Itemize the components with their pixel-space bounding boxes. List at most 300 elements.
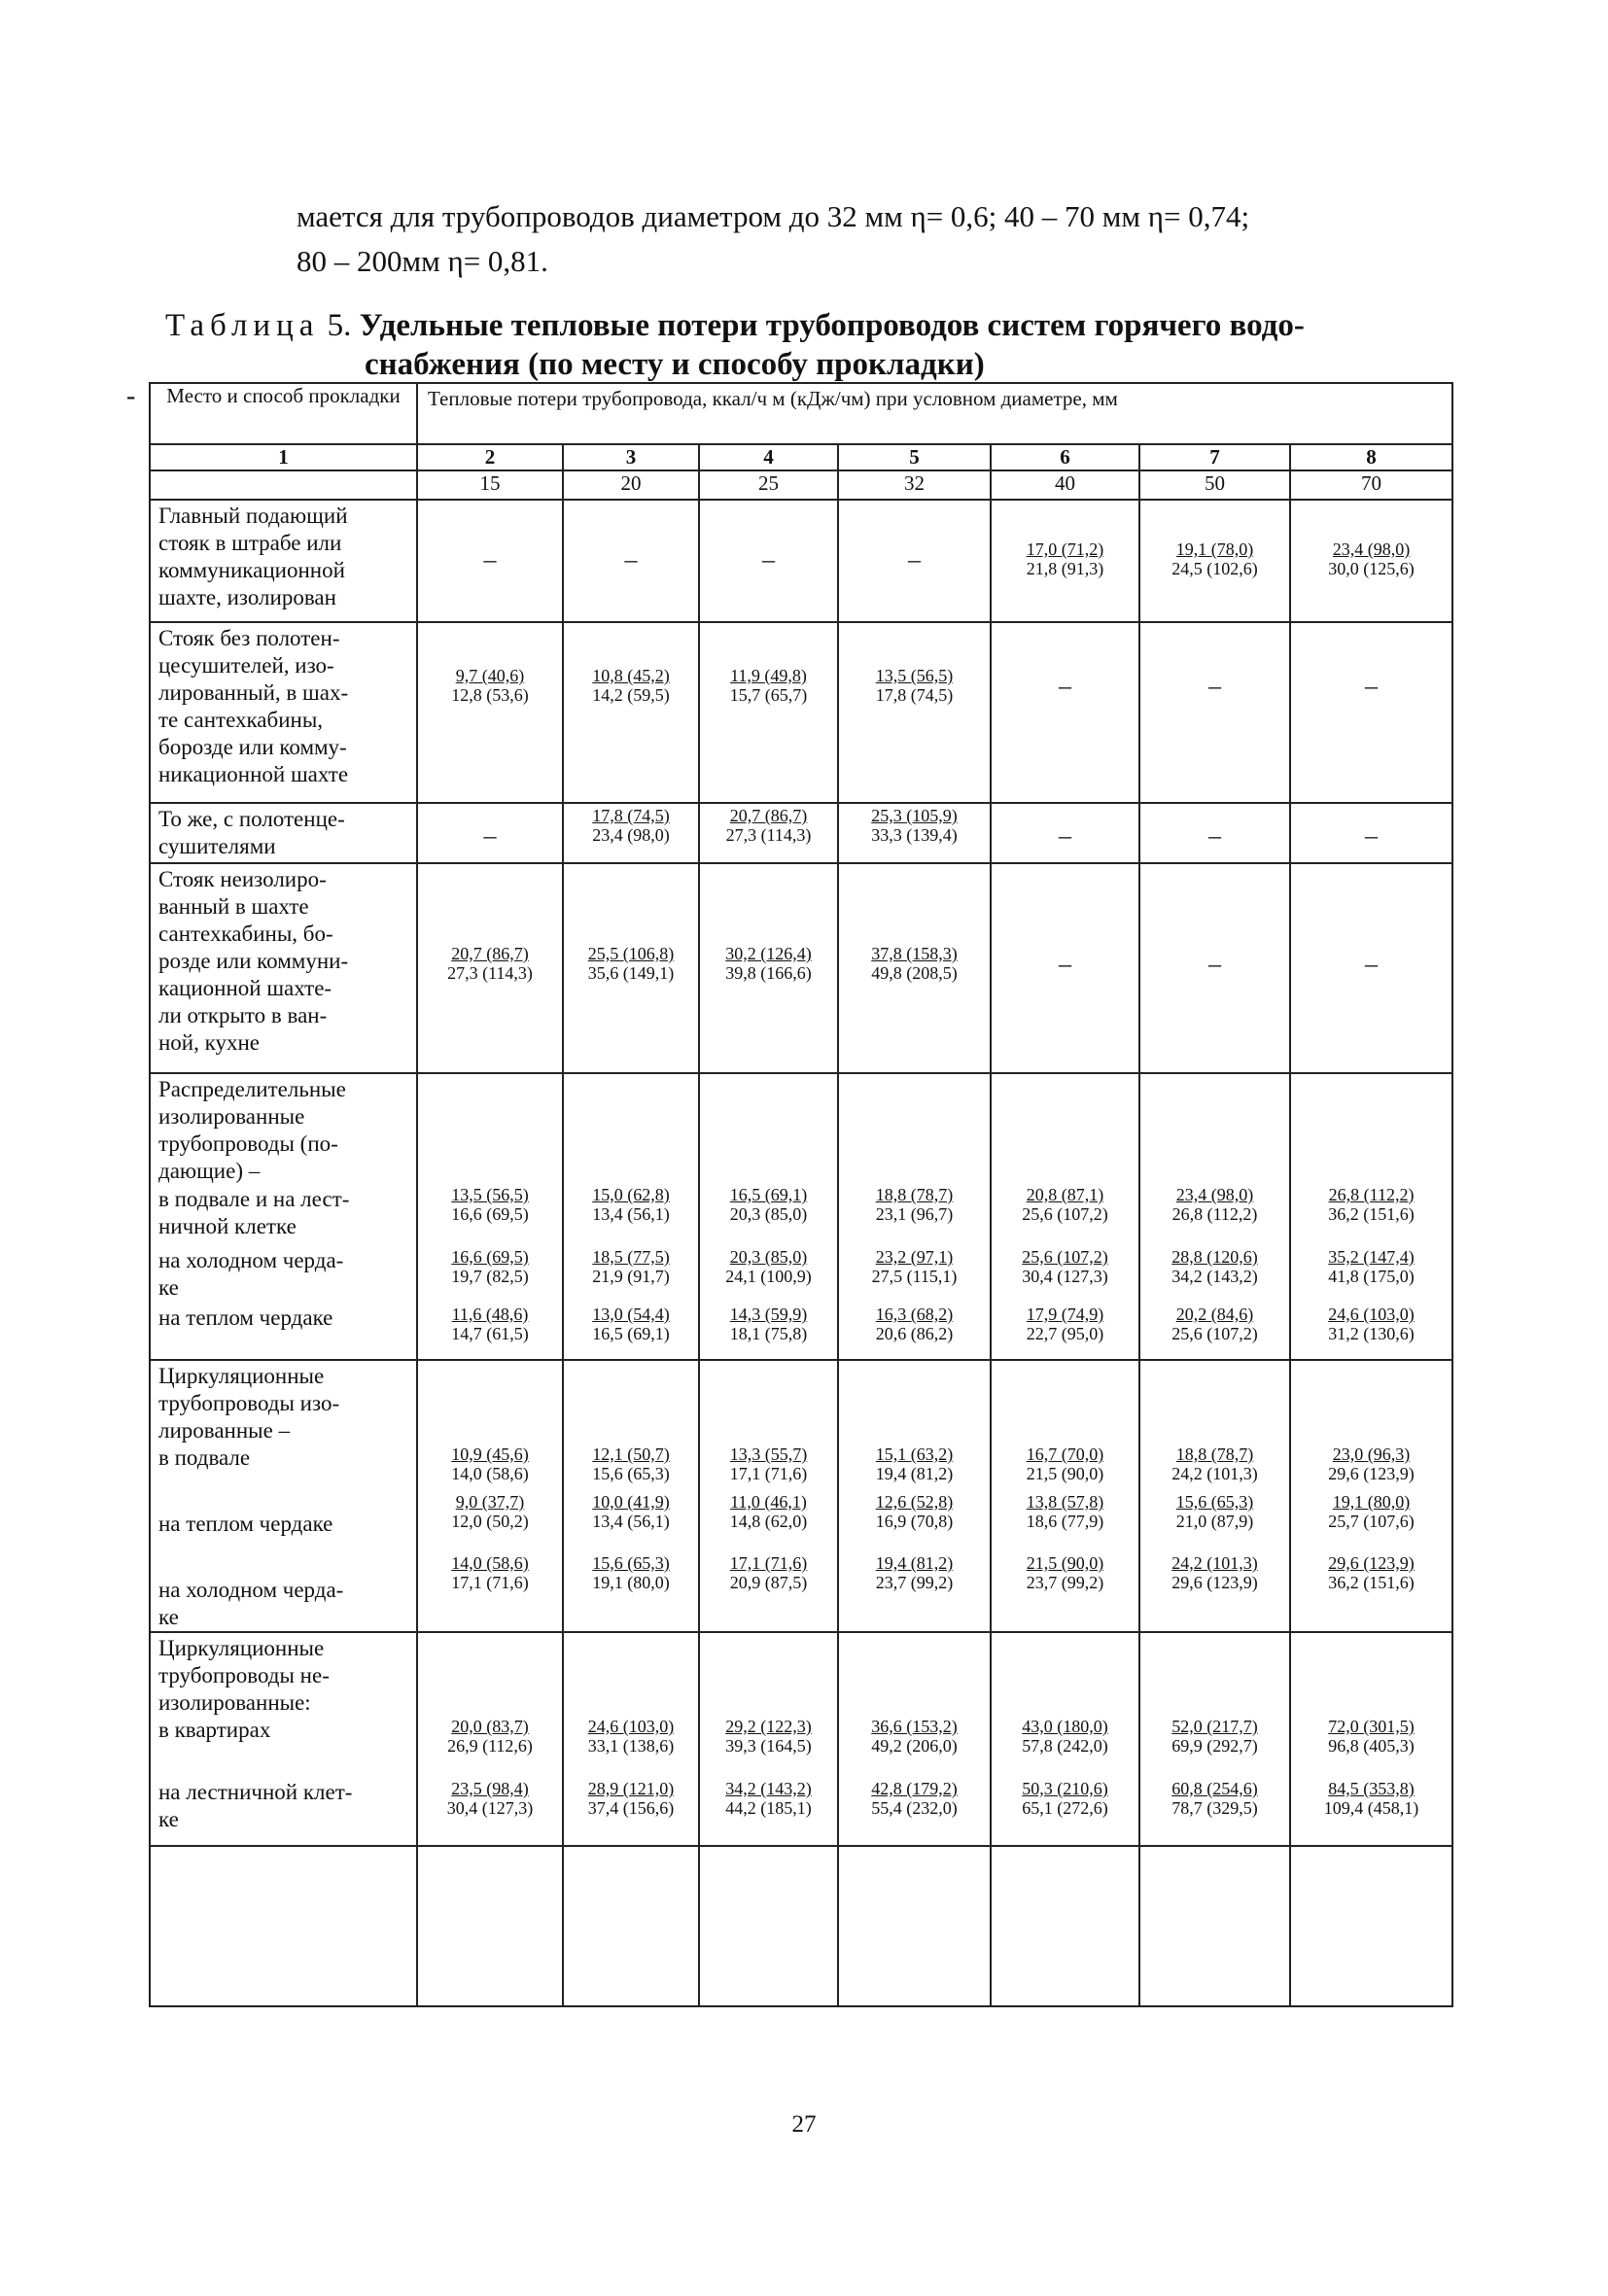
row-label-line: шахте, изолирован: [158, 585, 336, 609]
value-cell: [1290, 803, 1452, 863]
value-kj: 25,6 (107,2): [1171, 1324, 1258, 1343]
heat-loss-value: [1291, 1553, 1451, 1592]
table-row: [150, 863, 1452, 1073]
value-kcal: 15,0 (62,8): [592, 1185, 670, 1204]
value-kcal: 43,0 (180,0): [1022, 1717, 1108, 1736]
intro-paragraph: [297, 194, 1346, 284]
value-kj: 30,4 (127,3): [1022, 1267, 1108, 1286]
row-label-line: Циркуляционные: [158, 1636, 325, 1660]
value-kj: 17,8 (74,5): [875, 685, 954, 705]
value-kcal: 23,0 (96,3): [1332, 1444, 1411, 1464]
value-kj: 19,1 (80,0): [592, 1573, 670, 1592]
row-label-line: ничной клетке: [158, 1214, 297, 1238]
value-kcal: 19,1 (80,0): [1332, 1492, 1411, 1512]
value-cell: [1290, 1632, 1452, 1846]
value-cell: [1139, 863, 1290, 1073]
heat-loss-value: [564, 1185, 698, 1224]
value-kcal: 11,6 (48,6): [451, 1305, 529, 1324]
row-label-line: на холодном черда-: [158, 1248, 344, 1272]
heat-loss-value: [992, 1247, 1138, 1286]
dash-mark: –: [1208, 672, 1221, 700]
value-kj: 55,4 (232,0): [871, 1798, 958, 1818]
table-row: [150, 622, 1452, 803]
heat-loss-value: [418, 666, 562, 705]
value-kcal: 16,5 (69,1): [729, 1185, 808, 1204]
heat-loss-value: [1140, 1444, 1289, 1483]
empty-cell: [417, 1846, 563, 2006]
row-label-line: Циркуляционные: [158, 1364, 325, 1388]
heat-loss-value: [418, 1553, 562, 1592]
heat-loss-value: [700, 1185, 837, 1224]
diameter-row: [150, 470, 1452, 500]
value-cell: [838, 803, 991, 863]
diameter-value: 25: [699, 470, 838, 500]
value-kj: 35,6 (149,1): [587, 963, 675, 983]
value-cell: [417, 1632, 563, 1846]
row-label: [150, 1632, 417, 1846]
empty-cell: [150, 1846, 417, 2006]
value-kcal: 25,6 (107,2): [1022, 1247, 1108, 1267]
value-kj: 26,9 (112,6): [447, 1736, 533, 1756]
value-cell: [699, 803, 838, 863]
value-kj: 14,7 (61,5): [451, 1324, 529, 1343]
heat-loss-value: [564, 1553, 698, 1592]
empty-cell: [563, 1846, 699, 2006]
value-cell: [1139, 500, 1290, 622]
row-label-line: изолированные: [158, 1104, 305, 1129]
row-label-line: сушителями: [158, 834, 276, 858]
value-cell: [838, 500, 991, 622]
value-kcal: 20,7 (86,7): [729, 806, 808, 825]
value-cell: [991, 1360, 1139, 1632]
value-kcal: 19,4 (81,2): [875, 1553, 954, 1573]
heat-loss-value: [700, 1444, 837, 1483]
heat-loss-value: [992, 1185, 1138, 1224]
value-kcal: 13,8 (57,8): [1026, 1492, 1104, 1512]
row-label-line: на лестничной клет-: [158, 1780, 353, 1804]
heat-loss-value: [992, 1444, 1138, 1483]
heat-loss-value: [564, 944, 698, 983]
row-label: [150, 500, 417, 622]
value-cell: [563, 1632, 699, 1846]
row-label-line: никационной шахте: [158, 762, 349, 786]
heat-loss-value: [1140, 1492, 1289, 1531]
value-kj: 33,1 (138,6): [587, 1736, 675, 1756]
value-kcal: 20,0 (83,7): [451, 1717, 529, 1736]
value-kcal: 23,4 (98,0): [1175, 1185, 1254, 1204]
heat-loss-value: [564, 1305, 698, 1343]
value-cell: [1139, 803, 1290, 863]
value-cell: [417, 863, 563, 1073]
value-kcal: 20,2 (84,6): [1175, 1305, 1254, 1324]
value-kcal: 12,1 (50,7): [592, 1444, 670, 1464]
row-label-line: ванный в шахте: [158, 894, 309, 919]
value-kj: 22,7 (95,0): [1026, 1324, 1104, 1343]
value-cell: [991, 500, 1139, 622]
value-cell: [417, 1073, 563, 1360]
value-kj: 15,6 (65,3): [592, 1464, 670, 1483]
row-label-line: цесушителей, изо-: [158, 653, 334, 678]
heat-loss-value: [1291, 1779, 1451, 1818]
heat-loss-value: [564, 806, 698, 845]
value-cell: [563, 500, 699, 622]
value-kcal: 14,3 (59,9): [729, 1305, 808, 1324]
value-kcal: 15,1 (63,2): [875, 1444, 954, 1464]
value-kcal: 18,5 (77,5): [592, 1247, 670, 1267]
value-kcal: 60,8 (254,6): [1171, 1779, 1258, 1798]
table-row: [150, 803, 1452, 863]
heat-loss-value: [992, 1305, 1138, 1343]
row-label-line: То же, с полотенце-: [158, 807, 345, 831]
value-kcal: 11,0 (46,1): [730, 1492, 807, 1512]
col-number: 7: [1139, 444, 1290, 470]
value-kj: 15,7 (65,7): [729, 685, 808, 705]
value-kcal: 18,8 (78,7): [1175, 1444, 1254, 1464]
caption-label: Таблица: [165, 308, 320, 343]
heat-loss-value: [839, 1185, 990, 1224]
value-kcal: 13,0 (54,4): [592, 1305, 670, 1324]
sub-row-label: [158, 1186, 349, 1240]
row-label-line: изолированные:: [158, 1690, 311, 1715]
row-label-line: трубопроводы (по-: [158, 1131, 338, 1156]
value-kj: 14,8 (62,0): [729, 1512, 808, 1531]
heat-loss-value: [418, 1247, 562, 1286]
value-cell: [417, 1360, 563, 1632]
row-label: [150, 622, 417, 803]
value-kcal: 72,0 (301,5): [1328, 1717, 1415, 1736]
value-kj: 33,3 (139,4): [871, 825, 958, 845]
heat-loss-value: [418, 944, 562, 983]
value-kcal: 9,7 (40,6): [455, 666, 525, 685]
value-cell: [1139, 622, 1290, 803]
value-kj: 23,1 (96,7): [875, 1204, 954, 1224]
value-kcal: 11,9 (49,8): [730, 666, 807, 685]
value-kcal: 24,6 (103,0): [1328, 1305, 1415, 1324]
value-cell: [1290, 500, 1452, 622]
heat-loss-value: [992, 1717, 1138, 1756]
value-kcal: 50,3 (210,6): [1022, 1779, 1108, 1798]
value-kj: 25,7 (107,6): [1328, 1512, 1415, 1531]
value-kcal: 23,5 (98,4): [451, 1779, 529, 1798]
value-cell: [1290, 1073, 1452, 1360]
empty-cell: [991, 1846, 1139, 2006]
value-kj: 27,3 (114,3): [725, 825, 812, 845]
value-cell: [563, 803, 699, 863]
heat-loss-value: [418, 1779, 562, 1818]
value-kj: 24,5 (102,6): [1171, 559, 1258, 578]
value-cell: [699, 1632, 838, 1846]
empty-cell: [838, 1846, 991, 2006]
empty-cell: [1139, 1846, 1290, 2006]
row-label-line: Стояк без полотен-: [158, 626, 340, 650]
value-kcal: 36,6 (153,2): [871, 1717, 958, 1736]
value-cell: [699, 1073, 838, 1360]
value-cell: [838, 1073, 991, 1360]
value-cell: [417, 803, 563, 863]
value-kj: 36,2 (151,6): [1328, 1204, 1415, 1224]
heat-loss-value: [700, 806, 837, 845]
value-kcal: 10,0 (41,9): [592, 1492, 670, 1512]
table-caption: [165, 306, 1458, 384]
value-cell: [838, 1360, 991, 1632]
value-kcal: 30,2 (126,4): [725, 944, 812, 963]
value-kj: 31,2 (130,6): [1328, 1324, 1415, 1343]
value-kj: 78,7 (329,5): [1171, 1798, 1258, 1818]
heat-loss-value: [1291, 539, 1451, 578]
col-number: 4: [699, 444, 838, 470]
row-label-line: ли открыто в ван-: [158, 1003, 328, 1027]
col-number: 3: [563, 444, 699, 470]
row-label-line: трубопроводы не-: [158, 1663, 330, 1687]
sub-row-label: [158, 1577, 343, 1631]
value-kcal: 29,6 (123,9): [1328, 1553, 1415, 1573]
diameter-value: 70: [1290, 470, 1452, 500]
row-label-line: лированные –: [158, 1418, 291, 1443]
row-label-line: в квартирах: [158, 1718, 271, 1742]
value-kcal: 13,5 (56,5): [875, 666, 954, 685]
value-kj: 21,0 (87,9): [1175, 1512, 1254, 1531]
heat-loss-value: [564, 1717, 698, 1756]
value-kj: 25,6 (107,2): [1022, 1204, 1108, 1224]
row-label-line: в подвале: [158, 1445, 251, 1470]
dash-mark: –: [483, 821, 497, 850]
value-kj: 21,9 (91,7): [592, 1267, 670, 1286]
value-kj: 36,2 (151,6): [1328, 1573, 1415, 1592]
heat-loss-value: [992, 1779, 1138, 1818]
value-cell: [991, 1073, 1139, 1360]
value-kcal: 84,5 (353,8): [1328, 1779, 1415, 1798]
caption-title-line-1: Удельные тепловые потери трубопроводов систем горячего водо-: [359, 308, 1305, 343]
value-kj: 41,8 (175,0): [1328, 1267, 1415, 1286]
heat-loss-value: [700, 666, 837, 705]
value-cell: [699, 863, 838, 1073]
value-kcal: 14,0 (58,6): [451, 1553, 529, 1573]
heat-loss-value: [839, 1553, 990, 1592]
value-cell: [563, 622, 699, 803]
heat-loss-value: [1291, 1185, 1451, 1224]
dash-mark: –: [1059, 821, 1071, 850]
heat-loss-value: [839, 1247, 990, 1286]
row-label-line: Стояк неизолиро-: [158, 867, 327, 891]
row-label-line: Главный подающий: [158, 504, 348, 528]
value-kcal: 24,2 (101,3): [1171, 1553, 1258, 1573]
heat-loss-value: [992, 1492, 1138, 1531]
dash-mark: –: [483, 545, 497, 574]
row-label-line: ке: [158, 1807, 179, 1831]
value-kj: 14,0 (58,6): [451, 1464, 529, 1483]
value-kj: 17,1 (71,6): [451, 1573, 529, 1592]
row-label-line: на холодном черда-: [158, 1578, 344, 1602]
value-kcal: 35,2 (147,4): [1328, 1247, 1415, 1267]
row-label-line: дающие) –: [158, 1159, 261, 1183]
value-kj: 21,8 (91,3): [1026, 559, 1104, 578]
value-kj: 20,6 (86,2): [875, 1324, 954, 1343]
value-kcal: 12,6 (52,8): [875, 1492, 954, 1512]
row-label-line: на теплом чердаке: [158, 1512, 333, 1536]
table-row: [150, 500, 1452, 622]
value-cell: [417, 500, 563, 622]
heat-loss-value: [700, 1305, 837, 1343]
row-label-line: в подвале и на лест-: [158, 1187, 350, 1211]
heat-loss-value: [418, 1305, 562, 1343]
heat-loss-value: [418, 1717, 562, 1756]
caption-title-line-2: снабжения (по месту и способу прокладки): [365, 347, 985, 382]
value-kj: 16,6 (69,5): [451, 1204, 529, 1224]
value-kcal: 25,5 (106,8): [587, 944, 675, 963]
dash-mark: –: [1059, 672, 1071, 700]
dash-mark: –: [1208, 950, 1221, 978]
value-kcal: 26,8 (112,2): [1328, 1185, 1415, 1204]
value-kcal: 37,8 (158,3): [871, 944, 958, 963]
row-label-line: стояк в штрабе или: [158, 531, 342, 555]
sub-row-label: [158, 1247, 343, 1302]
empty-cell: [699, 1846, 838, 2006]
row-label-line: сантехкабины, бо-: [158, 922, 333, 946]
value-kj: 29,6 (123,9): [1328, 1464, 1415, 1483]
dash-mark: –: [1365, 821, 1379, 850]
value-cell: [991, 803, 1139, 863]
value-kcal: 29,2 (122,3): [725, 1717, 812, 1736]
dash-mark: –: [1365, 950, 1379, 978]
row-label: [150, 1360, 417, 1632]
row-label-line: на теплом чердаке: [158, 1305, 333, 1330]
col-number: 6: [991, 444, 1139, 470]
heat-loss-value: [839, 1717, 990, 1756]
heat-loss-value: [564, 1492, 698, 1531]
heat-loss-value: [564, 666, 698, 705]
table-row: [150, 1846, 1452, 2006]
dash-mark: –: [624, 545, 638, 574]
value-kj: 39,3 (164,5): [725, 1736, 812, 1756]
row-label-line: трубопроводы изо-: [158, 1391, 340, 1415]
value-kj: 65,1 (272,6): [1022, 1798, 1108, 1818]
heat-loss-value: [1291, 1305, 1451, 1343]
intro-line-1: мается для трубопроводов диаметром до 32 мм η= 0,6; 40 – 70 мм η= 0,74;: [297, 199, 1250, 233]
diameter-value: 20: [563, 470, 699, 500]
value-kj: 27,3 (114,3): [447, 963, 533, 983]
empty-cell: [1290, 1846, 1452, 2006]
row-label-line: ке: [158, 1275, 179, 1300]
value-kcal: 17,9 (74,9): [1026, 1305, 1104, 1324]
heat-loss-value: [839, 1444, 990, 1483]
value-kj: 29,6 (123,9): [1171, 1573, 1258, 1592]
value-kj: 20,9 (87,5): [729, 1573, 808, 1592]
value-kcal: 18,8 (78,7): [875, 1185, 954, 1204]
heat-loss-value: [700, 1717, 837, 1756]
heat-loss-value: [418, 1185, 562, 1224]
row-label-line: борозде или комму-: [158, 735, 347, 759]
heat-loss-value: [700, 1779, 837, 1818]
value-kcal: 20,3 (85,0): [729, 1247, 808, 1267]
value-kcal: 23,2 (97,1): [875, 1247, 954, 1267]
value-kj: 13,4 (56,1): [592, 1512, 670, 1531]
heat-loss-table: [149, 382, 1453, 2007]
value-kj: 17,1 (71,6): [729, 1464, 808, 1483]
heat-loss-value: [1140, 1305, 1289, 1343]
value-kcal: 16,6 (69,5): [451, 1247, 529, 1267]
value-cell: [417, 622, 563, 803]
value-kj: 57,8 (242,0): [1022, 1736, 1108, 1756]
margin-dash-mark: -: [126, 381, 136, 411]
value-kj: 44,2 (185,1): [725, 1798, 812, 1818]
heat-loss-value: [839, 666, 990, 705]
value-kj: 18,1 (75,8): [729, 1324, 808, 1343]
value-cell: [991, 863, 1139, 1073]
row-label-line: коммуникационной: [158, 558, 345, 582]
col1-header: Место и способ прокладки: [150, 383, 417, 444]
value-kj: 49,2 (206,0): [871, 1736, 958, 1756]
row-label: [150, 1073, 417, 1360]
sub-row-label: [158, 1779, 352, 1833]
value-cell: [991, 1632, 1139, 1846]
sub-row-label: [158, 1511, 332, 1538]
heat-loss-value: [839, 1492, 990, 1531]
value-cell: [838, 863, 991, 1073]
value-kj: 96,8 (405,3): [1328, 1736, 1415, 1756]
value-kj: 34,2 (143,2): [1171, 1267, 1258, 1286]
value-kcal: 13,3 (55,7): [729, 1444, 808, 1464]
col-number: 5: [838, 444, 991, 470]
col-number: 2: [417, 444, 563, 470]
value-kj: 16,9 (70,8): [875, 1512, 954, 1531]
value-cell: [1139, 1360, 1290, 1632]
value-kj: 30,4 (127,3): [446, 1798, 534, 1818]
heat-loss-value: [1140, 1185, 1289, 1224]
row-label-line: ной, кухне: [158, 1030, 260, 1055]
value-cell: [838, 622, 991, 803]
value-kcal: 34,2 (143,2): [725, 1779, 812, 1798]
row-label-line: розде или коммуни-: [158, 949, 349, 973]
value-kj: 39,8 (166,6): [725, 963, 812, 983]
value-kcal: 20,7 (86,7): [451, 944, 529, 963]
value-kcal: 25,3 (105,9): [871, 806, 958, 825]
value-cell: [1290, 1360, 1452, 1632]
value-kcal: 23,4 (98,0): [1332, 539, 1411, 559]
heat-loss-value: [1291, 1717, 1451, 1756]
value-cell: [563, 863, 699, 1073]
sub-row-label: [158, 1717, 270, 1744]
value-kcal: 19,1 (78,0): [1175, 539, 1254, 559]
heat-loss-value: [418, 1492, 562, 1531]
value-kj: 16,5 (69,1): [592, 1324, 670, 1343]
value-cell: [1139, 1073, 1290, 1360]
heat-loss-value: [564, 1247, 698, 1286]
value-kj: 14,2 (59,5): [592, 685, 670, 705]
value-kj: 109,4 (458,1): [1323, 1798, 1419, 1818]
row-label-line: Распределительные: [158, 1077, 346, 1101]
col-number: 8: [1290, 444, 1452, 470]
heat-loss-value: [839, 806, 990, 845]
intro-line-2: 80 – 200мм η= 0,81.: [297, 244, 548, 278]
value-kj: 20,3 (85,0): [729, 1204, 808, 1224]
value-kj: 23,7 (99,2): [875, 1573, 954, 1592]
value-kcal: 10,8 (45,2): [592, 666, 670, 685]
heat-loss-value: [564, 1779, 698, 1818]
value-kcal: 21,5 (90,0): [1026, 1553, 1104, 1573]
heat-loss-value: [700, 1247, 837, 1286]
dash-mark: –: [1208, 821, 1221, 850]
col-number: 1: [150, 444, 417, 470]
value-kcal: 42,8 (179,2): [871, 1779, 958, 1798]
heat-loss-value: [992, 539, 1138, 578]
value-kj: 23,7 (99,2): [1026, 1573, 1104, 1592]
value-kj: 24,2 (101,3): [1171, 1464, 1258, 1483]
value-kcal: 52,0 (217,7): [1171, 1717, 1258, 1736]
value-kj: 27,5 (115,1): [871, 1267, 958, 1286]
value-kj: 12,0 (50,2): [451, 1512, 529, 1531]
value-kj: 21,5 (90,0): [1026, 1464, 1104, 1483]
diameter-value: 15: [417, 470, 563, 500]
